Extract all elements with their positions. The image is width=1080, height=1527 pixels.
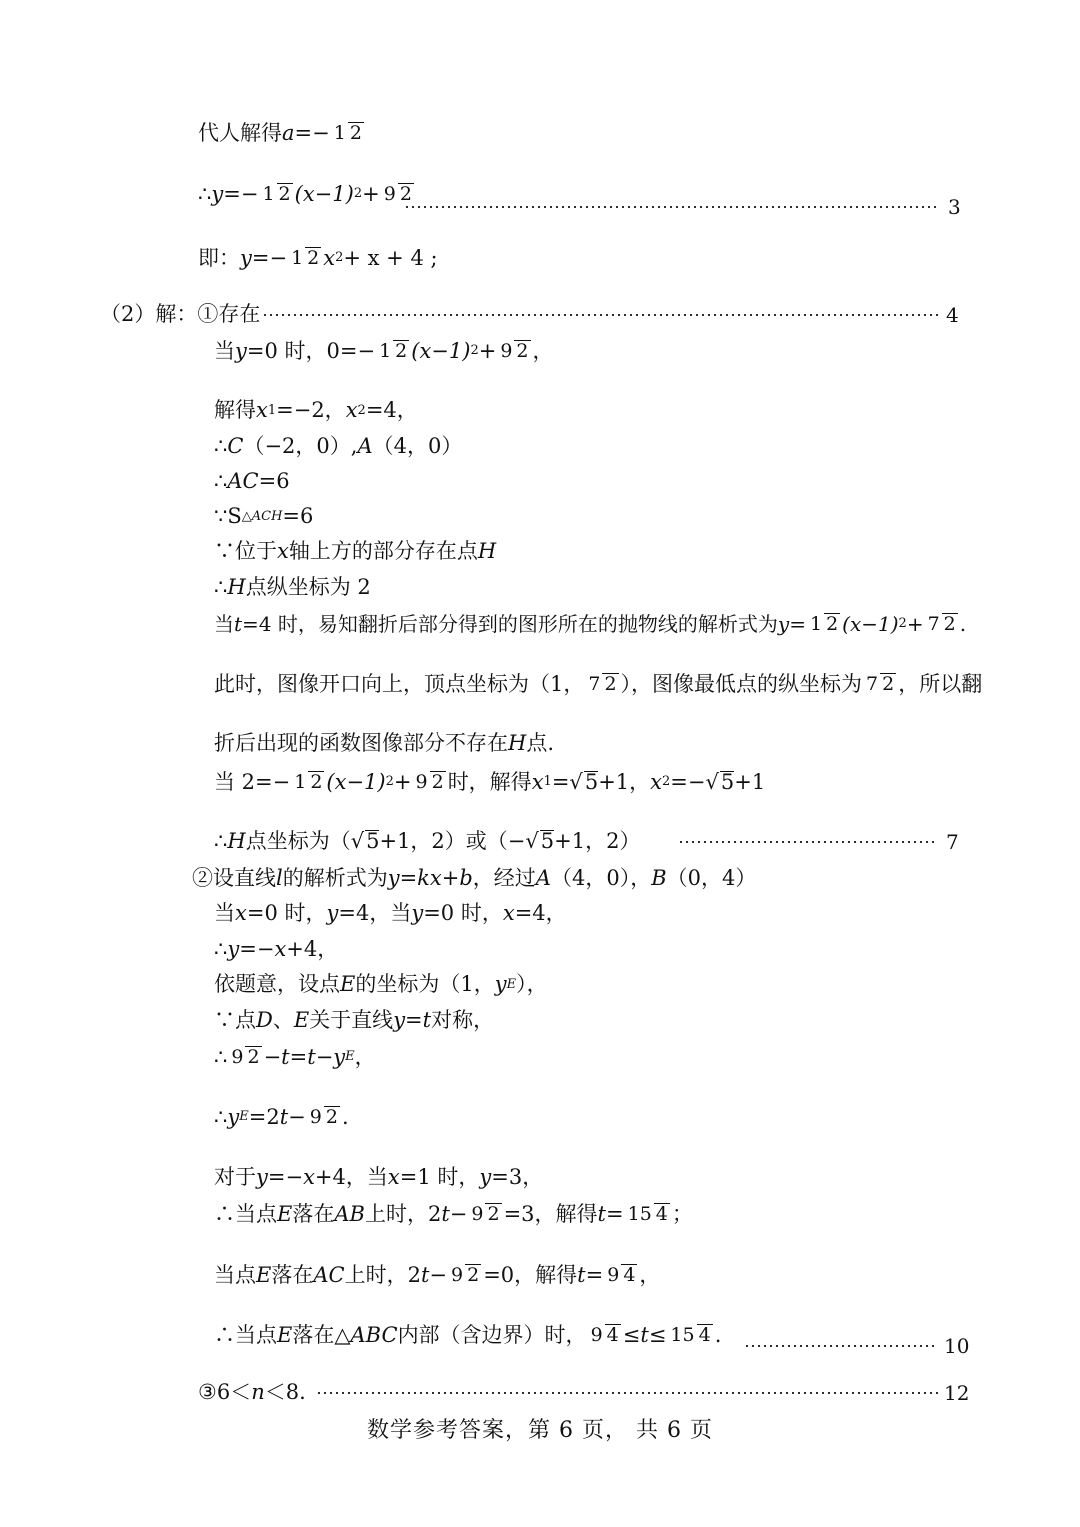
- solution-line: ∴ y E =2 t − 9 2 .: [214, 1104, 349, 1129]
- solution-line: ∴ H 点坐标为（ √ 5 +1，2）或（− √ 5 +1，2）: [214, 828, 641, 853]
- dot-leader: [316, 1392, 938, 1394]
- fraction: 1 2: [379, 340, 408, 362]
- solution-line: ∴ y =− 1 2 (x−1) 2 + 9 2: [198, 181, 412, 206]
- solution-line: ∵点 D 、 E 关于直线 y=t 对称，: [214, 1008, 495, 1032]
- solution-line: ∴ H 点纵坐标为 2: [214, 575, 371, 599]
- fraction: 9 2: [415, 771, 444, 793]
- fraction: 7 2: [866, 673, 895, 695]
- solution-line: ∵位于 x 轴上方的部分存在点 H: [214, 539, 497, 563]
- solution-line: 当 t =4 时，易知翻折后部分得到的图形所在的抛物线的解析式为 y = 1 2 (x−1) 2 + 7 2 .: [214, 612, 967, 637]
- solution-line: ③6＜ n ＜8.: [198, 1380, 306, 1404]
- fraction: 7 2: [588, 673, 617, 695]
- score-mark: 4: [946, 303, 959, 327]
- fraction: 9 2: [383, 183, 412, 205]
- fraction: 1 2: [333, 122, 362, 144]
- solution-line: 当 2=− 1 2 (x−1) 2 + 9 2 时，解得 x 1 = √ 5 +1， x 2 =− √ 5 +1: [214, 769, 766, 795]
- solution-line: ∵S △ACH =6: [214, 504, 314, 528]
- text: 代人解得: [198, 120, 282, 145]
- solution-line: ∴ y =− x +4，: [214, 937, 339, 961]
- sqrt-radicand: 5: [366, 829, 380, 853]
- solution-line: [198, 122, 366, 145]
- sqrt-radicand: 5: [720, 770, 735, 795]
- text: =−: [294, 120, 330, 145]
- score-mark: 12: [944, 1381, 970, 1405]
- fraction: 1 2: [294, 771, 323, 793]
- solution-line: 当点 E 落在 AC 上时，2 t − 9 2 =0，解得 t = 9 4 ，: [214, 1262, 661, 1287]
- solution-line: 此时，图像开口向上，顶点坐标为（1， 7 2 ），图像最低点的纵坐标为 7 2 ，所以翻: [214, 671, 983, 696]
- solution-line: 当 x =0 时， y =4，当 y =0 时， x =4，: [214, 901, 567, 925]
- solution-line: 对于 y =− x +4，当 x =1 时， y =3，: [214, 1165, 544, 1189]
- solution-line: ∴ AC =6: [214, 469, 290, 493]
- fraction: 9 2: [231, 1046, 260, 1068]
- solution-line: ②设直线 l 的解析式为 y=kx+b ，经过 A （4，0）， B （0，4）: [192, 866, 757, 890]
- solution-line: ∴当点 E 落在 AB 上时，2 t − 9 2 =3，解得 t = 15 4 ；: [214, 1201, 693, 1226]
- fraction: 1 2: [291, 247, 320, 269]
- fraction: 9 4: [607, 1264, 636, 1286]
- sqrt-radicand: 5: [584, 770, 599, 795]
- fraction: 9 2: [471, 1203, 500, 1225]
- sqrt-sign: √: [350, 828, 365, 853]
- solution-line: 即： y =− 1 2 x 2 + x + 4 ;: [198, 245, 438, 270]
- solution-line: 当 y =0 时，0=− 1 2 (x−1) 2 + 9 2 ，: [214, 338, 554, 363]
- score-mark: 3: [948, 195, 961, 219]
- solution-line: 折后出现的函数图像部分不存在 H 点.: [214, 731, 555, 755]
- fraction: 7 2: [927, 613, 956, 635]
- sqrt-sign: √: [569, 769, 583, 794]
- sqrt-radicand: 5: [540, 829, 555, 853]
- fraction: 9 2: [309, 1106, 338, 1128]
- sqrt-sign: √: [525, 828, 539, 853]
- math-var: a: [282, 120, 295, 145]
- fraction: 1 2: [809, 613, 839, 635]
- sqrt-sign: √: [705, 769, 719, 794]
- fraction: 15 4: [670, 1324, 711, 1346]
- fraction: 9 2: [451, 1264, 480, 1286]
- fraction: 15 4: [627, 1203, 668, 1225]
- solution-line: ∴ 9 2 − t = t − y E ，: [214, 1044, 376, 1069]
- dot-leader: [262, 314, 938, 316]
- fraction: 1 2: [262, 183, 291, 205]
- solution-line: 依题意，设点 E 的坐标为（1， y E ），: [214, 972, 548, 996]
- solution-line: ∴ C （−2，0）, A （4，0）: [214, 434, 463, 458]
- dot-leader: [678, 841, 938, 843]
- solution-line: ∴当点 E 落在△ ABC 内部（含边界）时， 9 4 ≤ t ≤ 15 4 .: [214, 1322, 722, 1347]
- page-footer: 数学参考答案，第 6 页， 共 6 页: [367, 1418, 713, 1443]
- fraction: 9 2: [500, 340, 529, 362]
- score-mark: 10: [944, 1334, 970, 1358]
- section-heading: （2）解：①存在: [100, 302, 261, 326]
- solution-line: 解得 x 1 =−2， x 2 =4，: [214, 398, 418, 422]
- fraction: 9 4: [590, 1324, 619, 1346]
- dot-leader: [744, 1345, 938, 1347]
- dot-leader: [404, 206, 938, 208]
- score-mark: 7: [946, 830, 959, 854]
